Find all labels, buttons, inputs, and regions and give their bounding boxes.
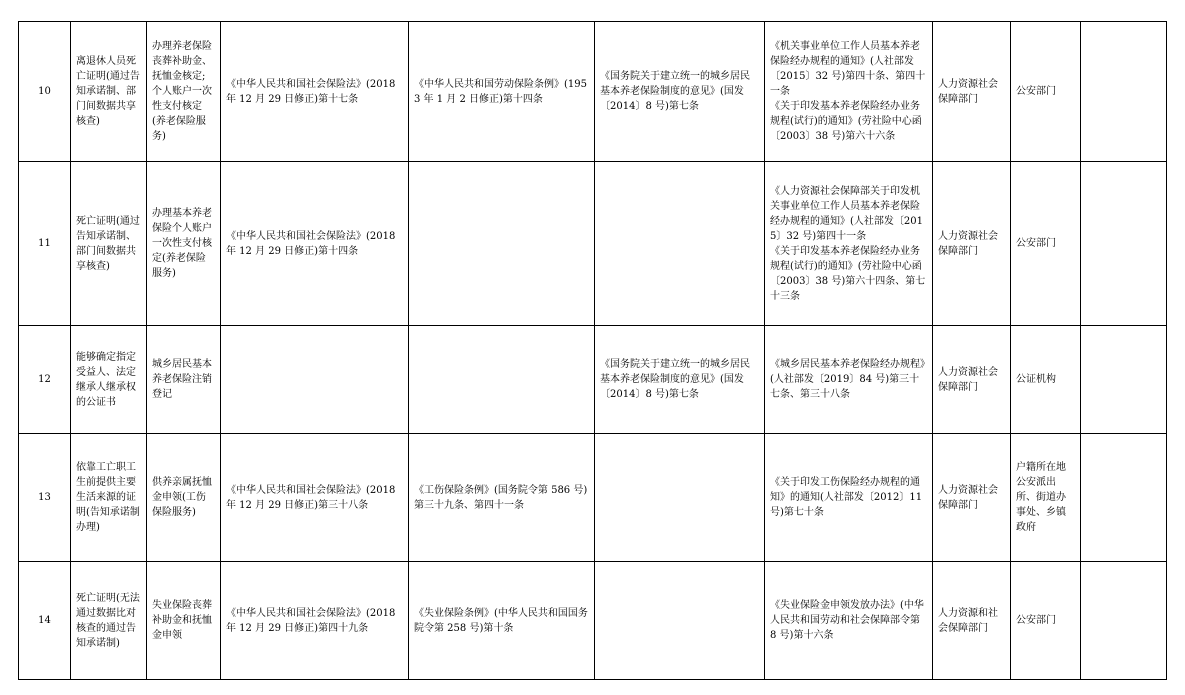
cell-material: 依靠工亡职工生前提供主要生活来源的证明(告知承诺制办理) xyxy=(71,434,147,562)
cell-service: 失业保险丧葬补助金和抚恤金申领 xyxy=(147,562,221,680)
cell-department: 人力资源和社会保障部门 xyxy=(933,562,1011,680)
cell-number: 13 xyxy=(19,434,71,562)
cell-material: 死亡证明(无法通过数据比对核查的通过告知承诺制) xyxy=(71,562,147,680)
cell-service: 供养亲属抚恤金申领(工伤保险服务) xyxy=(147,434,221,562)
cell-extra xyxy=(1081,162,1167,326)
cell-material: 能够确定指定受益人、法定继承人继承权的公证书 xyxy=(71,326,147,434)
document-page xyxy=(18,21,1166,680)
cell-issuer: 公安部门 xyxy=(1011,562,1081,680)
cell-department: 人力资源社会保障部门 xyxy=(933,22,1011,162)
cell-number: 10 xyxy=(19,22,71,162)
cell-regulation xyxy=(409,326,595,434)
cell-extra xyxy=(1081,326,1167,434)
table-row xyxy=(19,326,1167,434)
table-row xyxy=(19,22,1167,162)
cell-regulation xyxy=(409,162,595,326)
cell-issuer: 公安部门 xyxy=(1011,162,1081,326)
cell-issuer: 公安部门 xyxy=(1011,22,1081,162)
cell-rule: 《关于印发工伤保险经办规程的通知》的通知(人社部发〔2012〕11 号)第七十条 xyxy=(765,434,933,562)
cell-policy: 《国务院关于建立统一的城乡居民基本养老保险制度的意见》(国发〔2014〕8 号)第七条 xyxy=(595,22,765,162)
table-row xyxy=(19,562,1167,680)
cell-law: 《中华人民共和国社会保险法》(2018 年 12 月 29 日修正)第三十八条 xyxy=(221,434,409,562)
cell-service: 城乡居民基本养老保险注销登记 xyxy=(147,326,221,434)
table-row xyxy=(19,434,1167,562)
cell-service: 办理基本养老保险个人账户一次性支付核定(养老保险服务) xyxy=(147,162,221,326)
cell-department: 人力资源社会保障部门 xyxy=(933,162,1011,326)
certification-table xyxy=(18,21,1167,680)
cell-issuer: 公证机构 xyxy=(1011,326,1081,434)
cell-regulation: 《失业保险条例》(中华人民共和国国务院令第 258 号)第十条 xyxy=(409,562,595,680)
cell-law: 《中华人民共和国社会保险法》(2018 年 12 月 29 日修正)第四十九条 xyxy=(221,562,409,680)
cell-rule: 《城乡居民基本养老保险经办规程》(人社部发〔2019〕84 号)第三十七条、第三十八条 xyxy=(765,326,933,434)
cell-policy xyxy=(595,562,765,680)
table-row xyxy=(19,162,1167,326)
cell-department: 人力资源社会保障部门 xyxy=(933,326,1011,434)
cell-rule: 《机关事业单位工作人员基本养老保险经办规程的通知》(人社部发〔2015〕32 号)第四十条、第四十一条 《关于印发基本养老保险经办业务规程(试行)的通知》(劳社险中心函〔2003〕38 号)第六十六条 xyxy=(765,22,933,162)
cell-material: 死亡证明(通过告知承诺制、部门间数据共享核查) xyxy=(71,162,147,326)
cell-number: 14 xyxy=(19,562,71,680)
cell-regulation: 《工伤保险条例》(国务院令第 586 号)第三十九条、第四十一条 xyxy=(409,434,595,562)
cell-service: 办理养老保险丧葬补助金、抚恤金核定;个人账户一次性支付核定(养老保险服务) xyxy=(147,22,221,162)
cell-law: 《中华人民共和国社会保险法》(2018 年 12 月 29 日修正)第十四条 xyxy=(221,162,409,326)
cell-policy xyxy=(595,434,765,562)
cell-extra xyxy=(1081,22,1167,162)
cell-policy xyxy=(595,162,765,326)
cell-extra xyxy=(1081,434,1167,562)
cell-law: 《中华人民共和国社会保险法》(2018 年 12 月 29 日修正)第十七条 xyxy=(221,22,409,162)
cell-department: 人力资源社会保障部门 xyxy=(933,434,1011,562)
cell-regulation: 《中华人民共和国劳动保险条例》(1953 年 1 月 2 日修正)第十四条 xyxy=(409,22,595,162)
cell-material: 离退休人员死亡证明(通过告知承诺制、部门间数据共享核查) xyxy=(71,22,147,162)
cell-rule: 《人力资源社会保障部关于印发机关事业单位工作人员基本养老保险经办规程的通知》(人社部发〔2015〕32 号)第四十一条 《关于印发基本养老保险经办业务规程(试行)的通知》(劳社险中心函〔2003〕38 号)第六十四条、第七十三条 xyxy=(765,162,933,326)
cell-rule: 《失业保险金申领发放办法》(中华人民共和国劳动和社会保障部令第 8 号)第十六条 xyxy=(765,562,933,680)
cell-law xyxy=(221,326,409,434)
cell-issuer: 户籍所在地公安派出所、街道办事处、乡镇政府 xyxy=(1011,434,1081,562)
cell-number: 11 xyxy=(19,162,71,326)
cell-extra xyxy=(1081,562,1167,680)
cell-number: 12 xyxy=(19,326,71,434)
cell-policy: 《国务院关于建立统一的城乡居民基本养老保险制度的意见》(国发〔2014〕8 号)第七条 xyxy=(595,326,765,434)
table-body xyxy=(19,22,1167,680)
